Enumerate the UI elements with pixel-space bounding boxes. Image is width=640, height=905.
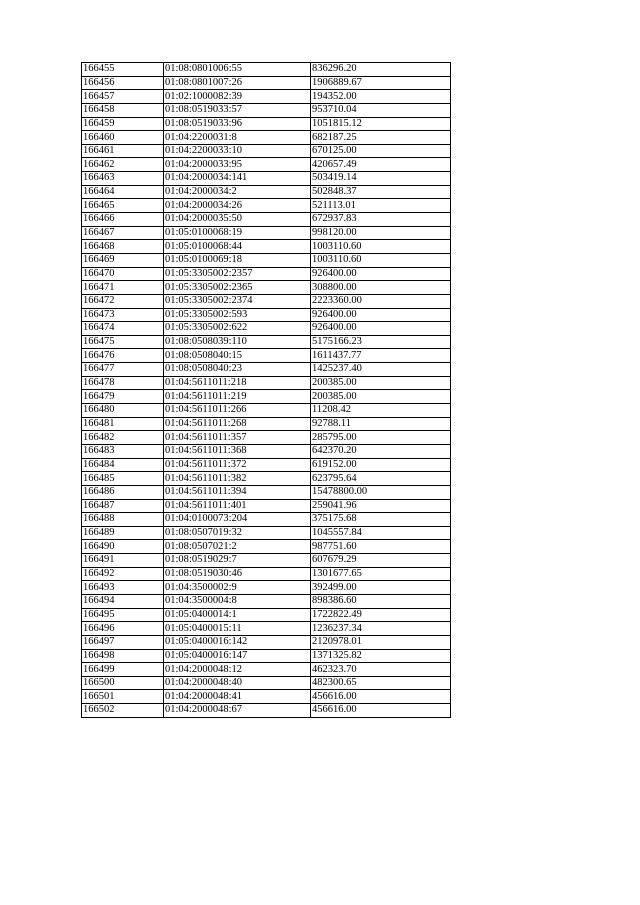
value-cell: 898386.60 — [311, 594, 451, 608]
cadastral-number-cell: 01:04:5611011:382 — [164, 472, 311, 486]
value-cell: 987751.60 — [311, 540, 451, 554]
table-row — [82, 581, 451, 595]
table-row — [82, 485, 451, 499]
table-row — [82, 499, 451, 513]
cadastral-number-cell: 01:04:2000034:141 — [164, 172, 311, 186]
value-cell: 462323.70 — [311, 663, 451, 677]
value-cell: 607679.29 — [311, 554, 451, 568]
row-id-cell: 166497 — [82, 635, 164, 649]
cadastral-number-cell: 01:08:0508040:23 — [164, 363, 311, 377]
table-row — [82, 281, 451, 295]
cadastral-number-cell: 01:05:0400014:1 — [164, 608, 311, 622]
table-row — [82, 308, 451, 322]
row-id-cell: 166492 — [82, 567, 164, 581]
cadastral-number-cell: 01:05:3305002:593 — [164, 308, 311, 322]
row-id-cell: 166495 — [82, 608, 164, 622]
row-id-cell: 166491 — [82, 554, 164, 568]
value-cell: 502848.37 — [311, 185, 451, 199]
row-id-cell: 166481 — [82, 417, 164, 431]
row-id-cell: 166458 — [82, 103, 164, 117]
row-id-cell: 166474 — [82, 322, 164, 336]
cadastral-number-cell: 01:08:0519030:46 — [164, 567, 311, 581]
cadastral-number-cell: 01:08:0519033:96 — [164, 117, 311, 131]
value-cell: 375175.68 — [311, 513, 451, 527]
value-cell: 953710.04 — [311, 103, 451, 117]
cadastral-number-cell: 01:04:2200033:10 — [164, 144, 311, 158]
value-cell: 926400.00 — [311, 322, 451, 336]
value-cell: 200385.00 — [311, 376, 451, 390]
value-cell: 200385.00 — [311, 390, 451, 404]
value-cell: 836296.20 — [311, 63, 451, 77]
row-id-cell: 166464 — [82, 185, 164, 199]
cadastral-number-cell: 01:05:0400016:147 — [164, 649, 311, 663]
value-cell: 308800.00 — [311, 281, 451, 295]
row-id-cell: 166457 — [82, 90, 164, 104]
cadastral-number-cell: 01:05:0100069:18 — [164, 253, 311, 267]
row-id-cell: 166480 — [82, 404, 164, 418]
row-id-cell: 166494 — [82, 594, 164, 608]
value-cell: 194352.00 — [311, 90, 451, 104]
row-id-cell: 166460 — [82, 131, 164, 145]
table-row — [82, 554, 451, 568]
table-row — [82, 690, 451, 704]
value-cell: 259041.96 — [311, 499, 451, 513]
row-id-cell: 166501 — [82, 690, 164, 704]
table-row — [82, 185, 451, 199]
table-row — [82, 513, 451, 527]
value-cell: 1301677.65 — [311, 567, 451, 581]
table-row — [82, 322, 451, 336]
table-row — [82, 540, 451, 554]
table-row — [82, 663, 451, 677]
row-id-cell: 166470 — [82, 267, 164, 281]
value-cell: 1051815.12 — [311, 117, 451, 131]
table-row — [82, 199, 451, 213]
value-cell: 11208.42 — [311, 404, 451, 418]
table-row — [82, 704, 451, 718]
cadastral-number-cell: 01:04:5611011:268 — [164, 417, 311, 431]
row-id-cell: 166475 — [82, 335, 164, 349]
row-id-cell: 166478 — [82, 376, 164, 390]
row-id-cell: 166456 — [82, 76, 164, 90]
cadastral-number-cell: 01:04:3500004:8 — [164, 594, 311, 608]
value-cell: 456616.00 — [311, 690, 451, 704]
row-id-cell: 166462 — [82, 158, 164, 172]
cadastral-number-cell: 01:04:5611011:368 — [164, 444, 311, 458]
value-cell: 623795.64 — [311, 472, 451, 486]
table-row — [82, 294, 451, 308]
value-cell: 1425237.40 — [311, 363, 451, 377]
cadastral-number-cell: 01:08:0519033:57 — [164, 103, 311, 117]
table-row — [82, 649, 451, 663]
value-cell: 2223360.00 — [311, 294, 451, 308]
value-cell: 1003110.60 — [311, 253, 451, 267]
cadastral-number-cell: 01:04:5611011:394 — [164, 485, 311, 499]
row-id-cell: 166466 — [82, 213, 164, 227]
table-row — [82, 594, 451, 608]
table-row — [82, 526, 451, 540]
table-row — [82, 390, 451, 404]
value-cell: 926400.00 — [311, 308, 451, 322]
value-cell: 1003110.60 — [311, 240, 451, 254]
cadastral-number-cell: 01:04:2000048:40 — [164, 676, 311, 690]
table-row — [82, 76, 451, 90]
table-row — [82, 158, 451, 172]
row-id-cell: 166489 — [82, 526, 164, 540]
value-cell: 1236237.34 — [311, 622, 451, 636]
value-cell: 482300.65 — [311, 676, 451, 690]
row-id-cell: 166468 — [82, 240, 164, 254]
table-row — [82, 608, 451, 622]
cadastral-number-cell: 01:04:0100073:204 — [164, 513, 311, 527]
value-cell: 392499.00 — [311, 581, 451, 595]
table-row — [82, 144, 451, 158]
cadastral-number-cell: 01:04:2000048:41 — [164, 690, 311, 704]
row-id-cell: 166477 — [82, 363, 164, 377]
cadastral-number-cell: 01:05:3305002:622 — [164, 322, 311, 336]
cadastral-number-cell: 01:04:2000035:50 — [164, 213, 311, 227]
value-cell: 521113.01 — [311, 199, 451, 213]
cadastral-number-cell: 01:05:3305002:2357 — [164, 267, 311, 281]
value-cell: 926400.00 — [311, 267, 451, 281]
table-row — [82, 226, 451, 240]
cadastral-number-cell: 01:04:2000034:2 — [164, 185, 311, 199]
cadastral-number-cell: 01:08:0508040:15 — [164, 349, 311, 363]
data-table — [81, 62, 451, 718]
table-row — [82, 335, 451, 349]
cadastral-number-cell: 01:04:3500002:9 — [164, 581, 311, 595]
value-cell: 642370.20 — [311, 444, 451, 458]
table-row — [82, 63, 451, 77]
row-id-cell: 166476 — [82, 349, 164, 363]
table-row — [82, 472, 451, 486]
row-id-cell: 166472 — [82, 294, 164, 308]
value-cell: 1045557.84 — [311, 526, 451, 540]
row-id-cell: 166482 — [82, 431, 164, 445]
row-id-cell: 166479 — [82, 390, 164, 404]
row-id-cell: 166485 — [82, 472, 164, 486]
value-cell: 5175166.23 — [311, 335, 451, 349]
table-row — [82, 376, 451, 390]
value-cell: 456616.00 — [311, 704, 451, 718]
cadastral-number-cell: 01:04:5611011:266 — [164, 404, 311, 418]
value-cell: 672937.83 — [311, 213, 451, 227]
table-row — [82, 90, 451, 104]
table-row — [82, 444, 451, 458]
table-row — [82, 404, 451, 418]
cadastral-number-cell: 01:08:0508039:110 — [164, 335, 311, 349]
cadastral-number-cell: 01:04:5611011:357 — [164, 431, 311, 445]
cadastral-number-cell: 01:05:0400016:142 — [164, 635, 311, 649]
value-cell: 619152.00 — [311, 458, 451, 472]
cadastral-number-cell: 01:05:3305002:2374 — [164, 294, 311, 308]
value-cell: 15478800.00 — [311, 485, 451, 499]
value-cell: 670125.00 — [311, 144, 451, 158]
table-row — [82, 622, 451, 636]
row-id-cell: 166467 — [82, 226, 164, 240]
row-id-cell: 166487 — [82, 499, 164, 513]
row-id-cell: 166493 — [82, 581, 164, 595]
table-row — [82, 567, 451, 581]
cadastral-number-cell: 01:04:5611011:218 — [164, 376, 311, 390]
table-row — [82, 417, 451, 431]
row-id-cell: 166461 — [82, 144, 164, 158]
table-row — [82, 213, 451, 227]
cadastral-number-cell: 01:04:2000033:95 — [164, 158, 311, 172]
row-id-cell: 166465 — [82, 199, 164, 213]
cadastral-number-cell: 01:02:1000082:39 — [164, 90, 311, 104]
value-cell: 1722822.49 — [311, 608, 451, 622]
table-row — [82, 635, 451, 649]
table-body — [82, 63, 451, 718]
table-row — [82, 363, 451, 377]
table-row — [82, 267, 451, 281]
row-id-cell: 166469 — [82, 253, 164, 267]
cadastral-number-cell: 01:08:0801006:55 — [164, 63, 311, 77]
table-row — [82, 253, 451, 267]
row-id-cell: 166488 — [82, 513, 164, 527]
cadastral-number-cell: 01:04:2000048:67 — [164, 704, 311, 718]
table-row — [82, 458, 451, 472]
row-id-cell: 166490 — [82, 540, 164, 554]
table-row — [82, 172, 451, 186]
value-cell: 420657.49 — [311, 158, 451, 172]
row-id-cell: 166463 — [82, 172, 164, 186]
value-cell: 503419.14 — [311, 172, 451, 186]
cadastral-number-cell: 01:04:2200031:8 — [164, 131, 311, 145]
row-id-cell: 166498 — [82, 649, 164, 663]
value-cell: 92788.11 — [311, 417, 451, 431]
row-id-cell: 166459 — [82, 117, 164, 131]
cadastral-number-cell: 01:04:5611011:401 — [164, 499, 311, 513]
cadastral-number-cell: 01:05:3305002:2365 — [164, 281, 311, 295]
table-row — [82, 103, 451, 117]
value-cell: 682187.25 — [311, 131, 451, 145]
cadastral-number-cell: 01:05:0100068:19 — [164, 226, 311, 240]
cadastral-number-cell: 01:05:0100068:44 — [164, 240, 311, 254]
cadastral-number-cell: 01:04:2000034:26 — [164, 199, 311, 213]
row-id-cell: 166455 — [82, 63, 164, 77]
table-row — [82, 131, 451, 145]
row-id-cell: 166499 — [82, 663, 164, 677]
cadastral-number-cell: 01:04:2000048:12 — [164, 663, 311, 677]
row-id-cell: 166473 — [82, 308, 164, 322]
cadastral-number-cell: 01:05:0400015:11 — [164, 622, 311, 636]
row-id-cell: 166484 — [82, 458, 164, 472]
cadastral-number-cell: 01:04:5611011:372 — [164, 458, 311, 472]
cadastral-number-cell: 01:08:0519029:7 — [164, 554, 311, 568]
row-id-cell: 166483 — [82, 444, 164, 458]
value-cell: 2120978.01 — [311, 635, 451, 649]
value-cell: 1906889.67 — [311, 76, 451, 90]
table-row — [82, 117, 451, 131]
table-row — [82, 431, 451, 445]
value-cell: 1611437.77 — [311, 349, 451, 363]
cadastral-number-cell: 01:08:0507021:2 — [164, 540, 311, 554]
row-id-cell: 166486 — [82, 485, 164, 499]
table-row — [82, 240, 451, 254]
row-id-cell: 166502 — [82, 704, 164, 718]
table-row — [82, 349, 451, 363]
cadastral-number-cell: 01:04:5611011:219 — [164, 390, 311, 404]
value-cell: 998120.00 — [311, 226, 451, 240]
value-cell: 285795.00 — [311, 431, 451, 445]
row-id-cell: 166471 — [82, 281, 164, 295]
row-id-cell: 166500 — [82, 676, 164, 690]
value-cell: 1371325.82 — [311, 649, 451, 663]
row-id-cell: 166496 — [82, 622, 164, 636]
cadastral-number-cell: 01:08:0507019:32 — [164, 526, 311, 540]
cadastral-number-cell: 01:08:0801007:26 — [164, 76, 311, 90]
table-row — [82, 676, 451, 690]
